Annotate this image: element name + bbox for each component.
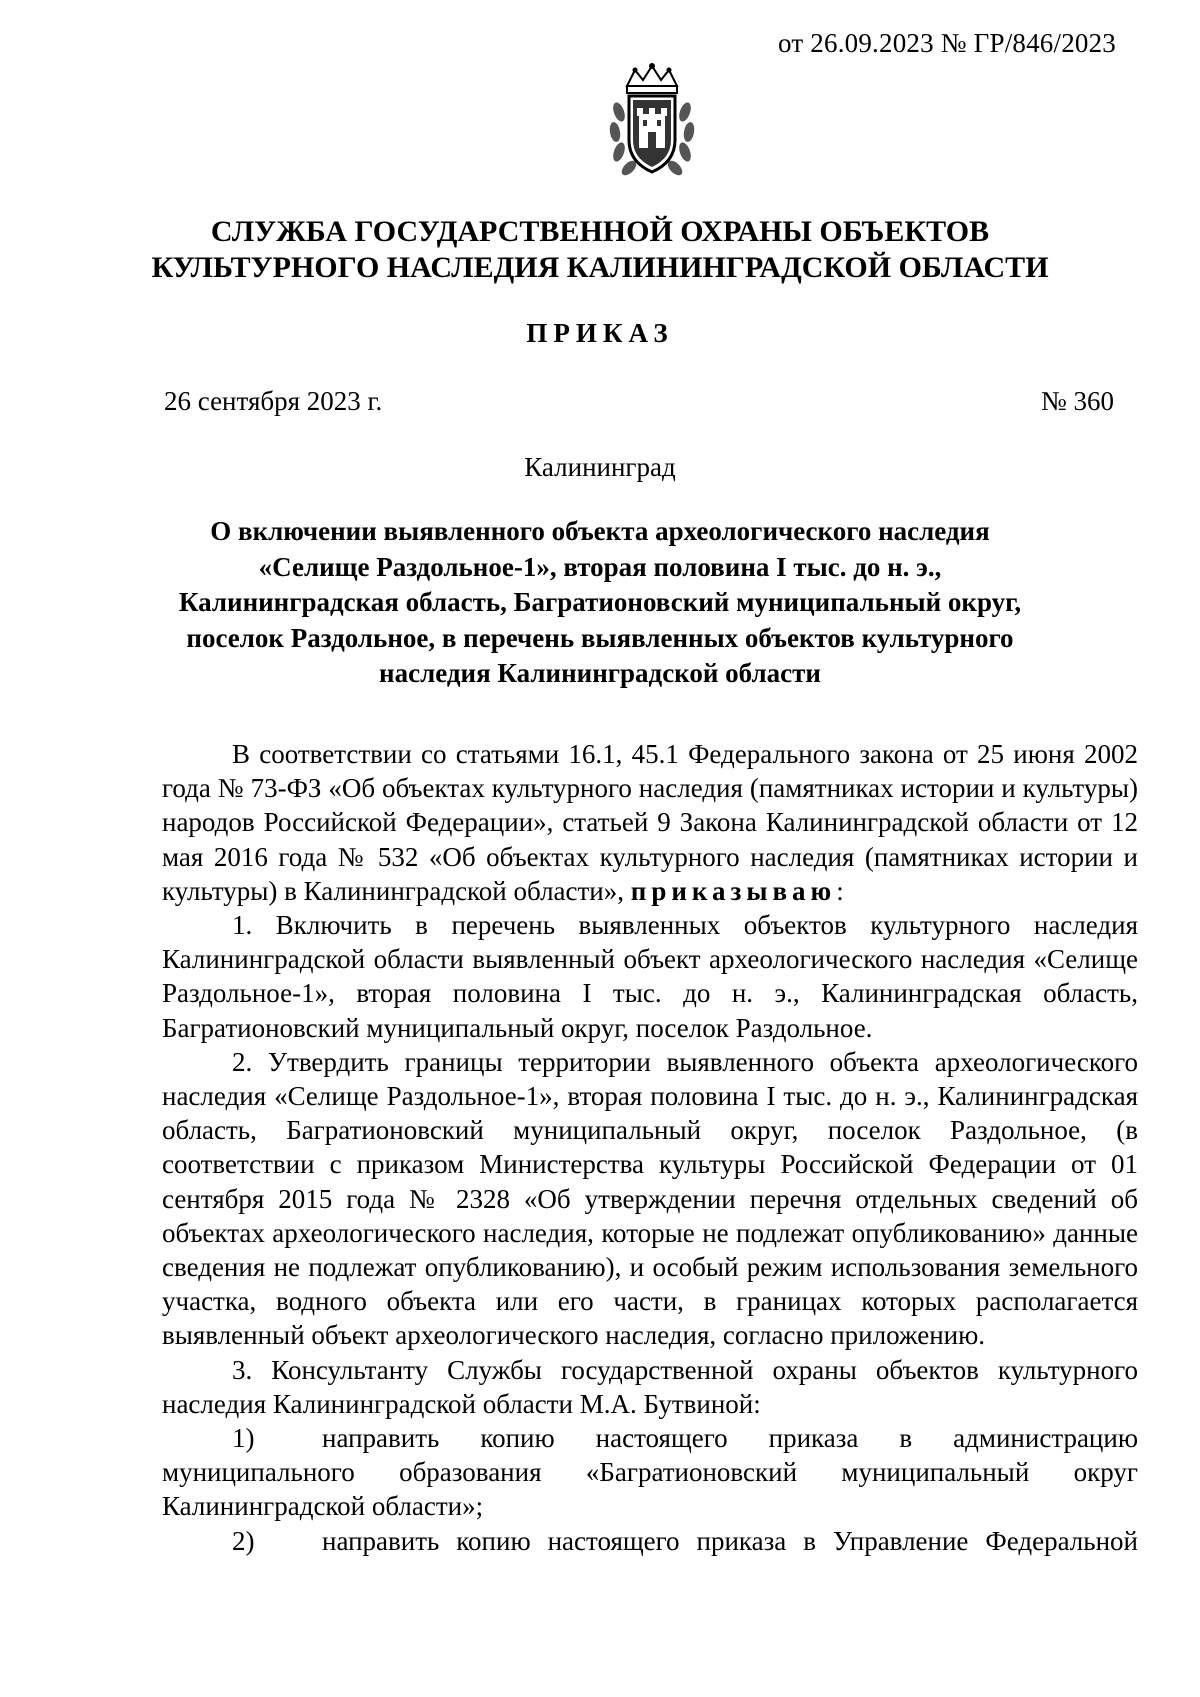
organization-name xyxy=(0,214,1200,286)
organization-line-2: КУЛЬТУРНОГО НАСЛЕДИЯ КАЛИНИНГРАДСКОЙ ОБЛАСТИ xyxy=(151,251,1049,284)
order-number: № 360 xyxy=(1040,386,1114,416)
item-2: 2. Утвердить границы территории выявленного объекта археологического наследия «Селище Раздольное-1», вторая половина I тыс. до н. э., Калининградская область, Багратионовский муниципальный округ, поселок Раздольное, (в соответствии с приказом Министерства культуры Российской Федерации от 01 сентября 2015 года № 2328 «Об утверждении перечня отдельных сведений об объектах археологического наследия, которые не подлежат опубликованию» данные сведения не подлежат опубликованию), и особый режим использования земельного участка, водного объекта или его части, в границах которых располагается выявленный объект археологического наследия, согласно приложению. xyxy=(162,1046,1138,1351)
subject-line: поселок Раздольное, в перечень выявленных объектов культурного xyxy=(186,622,1014,653)
subitem-2-text: направить копию настоящего приказа в Управление Федеральной xyxy=(322,1525,1138,1556)
registration-number: от 26.09.2023 № ГР/846/2023 xyxy=(778,28,1116,58)
order-body xyxy=(162,737,1138,1558)
subject-line: О включении выявленного объекта археологического наследия xyxy=(210,516,990,546)
item-3: 3. Консультанту Службы государственной охраны объектов культурного наследия Калининградской области М.А. Бутвиной: xyxy=(162,1354,1138,1419)
subitem-2 xyxy=(162,1524,1138,1558)
subitem-1-label: 1) xyxy=(232,1423,255,1454)
subitem-1-text: направить копию настоящего приказа в администрацию xyxy=(322,1423,1138,1454)
subject-line: Калининградская область, Багратионовский муниципальный округ, xyxy=(178,587,1022,617)
order-city: Калининград xyxy=(524,452,676,482)
organization-line-1: СЛУЖБА ГОСУДАРСТВЕННОЙ ОХРАНЫ ОБЪЕКТОВ xyxy=(210,215,990,248)
order-subject xyxy=(0,514,1200,692)
order-date: 26 сентября 2023 г. xyxy=(164,386,383,416)
preamble-paragraph xyxy=(162,737,1138,908)
order-word: приказываю xyxy=(630,875,837,906)
preamble-text: В соответствии со статьями 16.1, 45.1 Федерального закона от 25 июня 2002 года № 73-ФЗ «Об объектах культурного наследия (памятниках истории и культуры) народов Российской Федерации», статьей 9 Закона Калининградской области от 12 мая 2016 года № 532 «Об объектах культурного наследия (памятниках истории и культуры) в Калининградской области», xyxy=(162,739,1138,906)
order-colon: : xyxy=(836,875,844,906)
item-1: 1. Включить в перечень выявленных объектов культурного наследия Калининградской области выявленный объект археологического наследия «Селище Раздольное-1», вторая половина I тыс. до н. э., Калининградская область, Багратионовский муниципальный округ, поселок Раздольное. xyxy=(162,910,1138,1043)
subitem-1 xyxy=(162,1421,1138,1455)
subject-line: наследия Калининградской области xyxy=(379,658,821,688)
subject-line: «Селище Раздольное-1», вторая половина I тыс. до н. э., xyxy=(258,551,942,582)
subitem-1-continuation: муниципального образования «Багратионовский муниципальный округ Калининградской области»; xyxy=(162,1457,1138,1522)
document-type-title: ПРИКАЗ xyxy=(526,318,674,348)
subitem-2-label: 2) xyxy=(232,1525,255,1556)
coat-of-arms-icon xyxy=(605,62,699,180)
